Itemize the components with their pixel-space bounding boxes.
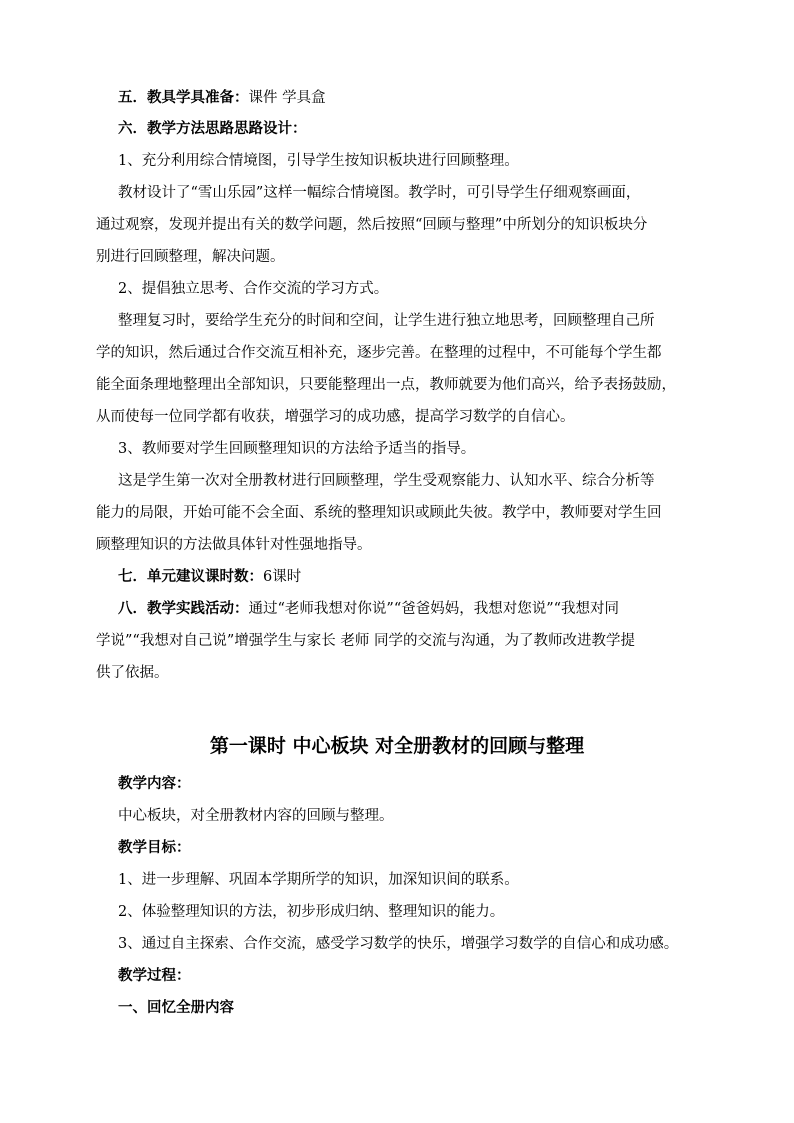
methods-heading: 六．教学方法思路思路设计： — [118, 120, 307, 137]
method-1-title: 1、充分利用综合情境图，引导学生按知识板块进行回顾整理。 — [118, 153, 519, 169]
method-1-line-3: 别进行回顾整理，解决问题。 — [96, 249, 285, 265]
practice-line-2: 学说”“我想对自己说”增强学生与家长 老师 同学的交流与沟通，为了教师改进教学提 — [96, 633, 635, 649]
practice-line-1: 通过“老师我想对你说”“爸爸妈妈，我想对您说”“我想对同 — [248, 601, 620, 617]
line-materials — [118, 82, 326, 114]
method-3-line-3: 顾整理知识的方法做具体针对性强地指导。 — [96, 537, 372, 553]
content-text: 中心板块，对全册教材内容的回顾与整理。 — [118, 808, 394, 824]
method-2-line-1: 整理复习时，要给学生充分的时间和空间，让学生进行独立地思考，回顾整理自己所 — [118, 313, 655, 329]
method-1-line-1: 教材设计了“雪山乐园”这样一幅综合情境图。教学时，可引导学生仔细观察画面， — [118, 185, 641, 201]
materials-text: 课件 学具盒 — [248, 90, 326, 106]
practice-label: 八．教学实践活动： — [118, 600, 249, 617]
class-hours-text: 6课时 — [263, 569, 302, 585]
lesson-heading: 第一课时 中心板块 对全册教材的回顾与整理 — [209, 735, 585, 757]
class-hours-label: 七．单元建议课时数： — [118, 568, 263, 585]
materials-label: 五．教具学具准备： — [118, 89, 249, 106]
goal-2: 2、体验整理知识的方法，初步形成归纳、整理知识的能力。 — [118, 904, 505, 920]
line-practice — [118, 593, 619, 625]
method-3-title: 3、教师要对学生回顾整理知识的方法给予适当的指导。 — [118, 441, 476, 457]
line-class-hours — [118, 561, 301, 593]
method-3-line-2: 能力的局限，开始可能不会全面、系统的整理知识或顾此失彼。教学中，教师要对学生回 — [96, 505, 662, 521]
goal-3: 3、通过自主探索、合作交流，感受学习数学的快乐，增强学习数学的自信心和成功感。 — [118, 936, 679, 952]
method-2-line-2: 学的知识，然后通过合作交流互相补充，逐步完善。在整理的过程中，不可能每个学生都 — [96, 345, 662, 361]
method-2-line-4: 从而使每一位同学都有收获，增强学习的成功感，提高学习数学的自信心。 — [96, 409, 575, 425]
process-label: 教学过程： — [118, 967, 191, 984]
method-1-line-2: 通过观察，发现并提出有关的数学问题，然后按照“回顾与整理”中所划分的知识板块分 — [96, 217, 648, 233]
method-3-line-1: 这是学生第一次对全册教材进行回顾整理，学生受观察能力、认知水平、综合分析等 — [118, 473, 655, 489]
goal-1: 1、进一步理解、巩固本学期所学的知识，加深知识间的联系。 — [118, 872, 519, 888]
content-label: 教学内容： — [118, 775, 191, 792]
step-1: 一、回忆全册内容 — [118, 999, 234, 1016]
method-2-title: 2、提倡独立思考、合作交流的学习方式。 — [118, 281, 389, 297]
method-2-line-3: 能全面条理地整理出全部知识，只要能整理出一点，教师就要为他们高兴，给予表扬鼓励， — [96, 377, 676, 393]
practice-line-3: 供了依据。 — [96, 665, 169, 681]
goals-label: 教学目标： — [118, 839, 191, 856]
